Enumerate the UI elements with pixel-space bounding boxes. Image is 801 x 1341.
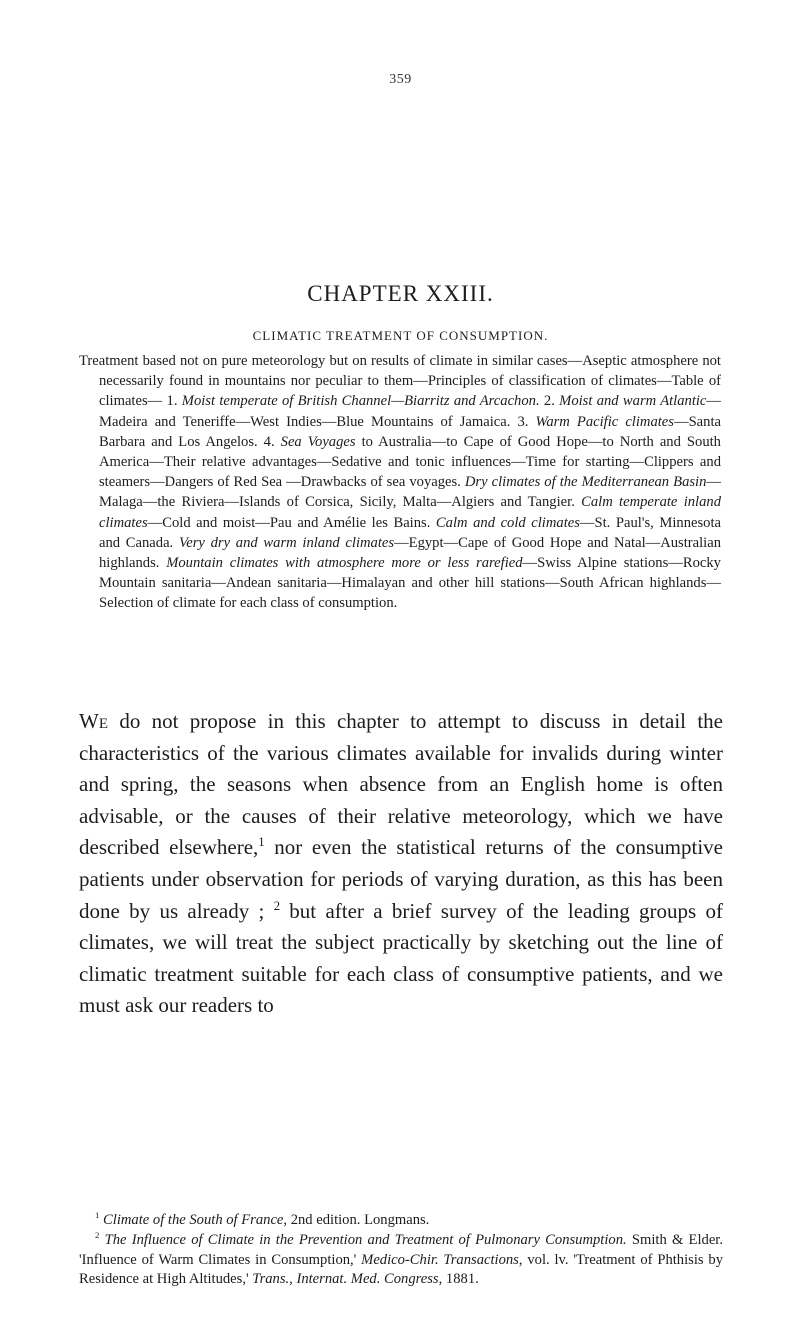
summary-segment: —St. Paul's, Minnesota and Canada.: [99, 514, 721, 551]
footnote-2-text: , 1881.: [438, 1271, 479, 1288]
summary-segment: to Australia—to Cape of Good Hope—to North and South America—Their relative advantages—Sedative and tonic influences—Time for starting—Clippers and steamers—Dangers of Red Sea —Drawbacks of sea voyages.: [99, 433, 721, 491]
summary-segment: —Cold and moist—Pau and Amélie les Bains.: [147, 514, 436, 531]
summary-segment: —Madeira and Teneriffe—West Indies—Blue Mountains of Jamaica. 3.: [99, 393, 721, 430]
footnote-ref-1[interactable]: 1: [258, 835, 265, 850]
summary-segment: —Egypt—Cape of Good Hope and Natal—Australian highlands.: [99, 534, 722, 572]
page-number: 359: [389, 72, 412, 87]
summary-segment-italic: Very dry and warm inland climates: [178, 534, 395, 551]
summary-segment-italic: Calm temperate inland climates: [99, 494, 721, 531]
summary-segment-italic: Moist and warm Atlantic: [559, 393, 707, 410]
footnote-marker-1: 1: [95, 1210, 100, 1221]
summary-segment: Treatment based not on pure meteorology but on results of climate in similar cases—Aseptic atmosphere not necessarily found in mountains nor peculiar to them—Principles of classification of climates—Table of climates— 1.: [79, 353, 721, 410]
summary-segment-italic: Mountain climates with atmosphere more or less rarefied: [166, 555, 523, 572]
footnote-ref-2[interactable]: 2: [273, 898, 280, 913]
chapter-summary-text: [79, 351, 721, 614]
chapter-summary: [79, 351, 721, 614]
footnotes: [79, 1211, 723, 1290]
summary-segment-italic: Moist temperate of British Channel—Biarritz and Arcachon.: [181, 393, 540, 410]
footnote-2-title: The Influence of Climate in the Prevention and Treatment of Pulmonary Consumption.: [104, 1231, 627, 1248]
footnote-1-title: Climate of the South of France: [103, 1212, 284, 1228]
footnote-1: [79, 1211, 723, 1231]
summary-segment-italic: Calm and cold climates: [435, 514, 580, 531]
body-text-segment: do not propose in this chapter to attempt to discuss in detail the characteristics of the various climates available for invalids during winter and spring, the seasons when absence from an English home is often advisable, or the causes of their relative meteorology, which we have described elsewhere,: [79, 709, 723, 860]
body-text-segment: but after a brief survey of the leading groups of climates, we will treat the subject practically by sketching out the line of climatic treatment suitable for each class of consumptive patients, and we must ask our readers to: [79, 898, 723, 1018]
summary-segment: 2.: [539, 393, 560, 410]
footnote-marker-2: 2: [95, 1229, 100, 1240]
body-lead-word: We: [79, 709, 108, 733]
footnote-2-journal-1: Medico-Chir. Transactions: [361, 1251, 519, 1268]
body-text-segment: nor even the statistical returns of the consumptive patients under observation for periods of varying duration, as this has been done by us already ;: [79, 835, 723, 923]
summary-segment-italic: Warm Pacific climates: [535, 413, 674, 430]
summary-segment: —Santa Barbara and Los Angelos. 4.: [99, 413, 721, 450]
footnote-2-text: Smith & Elder. 'Influence of Warm Climates in Consumption,': [79, 1231, 724, 1268]
footnote-1-text: , 2nd edition. Longmans.: [283, 1212, 430, 1228]
footnote-2-text: , vol. lv. 'Treatment of Phthisis by Residence at High Altitudes,': [79, 1251, 724, 1288]
chapter-title: CHAPTER XXIII.: [307, 281, 494, 306]
summary-segment-italic: Sea Voyages: [280, 433, 356, 450]
body-paragraph-text: [79, 706, 723, 1022]
summary-segment: —Swiss Alpine stations—Rocky Mountain sanitaria—Andean sanitaria—Himalayan and other hill stations—South African highlands—Selection of climate for each class of consumption.: [99, 555, 721, 612]
body-paragraph: [79, 706, 723, 1022]
chapter-subtitle: CLIMATIC TREATMENT OF CONSUMPTION.: [252, 328, 549, 343]
footnote-2: [79, 1231, 723, 1290]
footnote-2-journal-2: Trans., Internat. Med. Congress: [252, 1271, 439, 1288]
summary-segment-italic: Dry climates of the Mediterranean Basin: [464, 474, 707, 491]
summary-segment: — Malaga—the Riviera—Islands of Corsica, Sicily, Malta—Algiers and Tangier.: [99, 474, 721, 511]
